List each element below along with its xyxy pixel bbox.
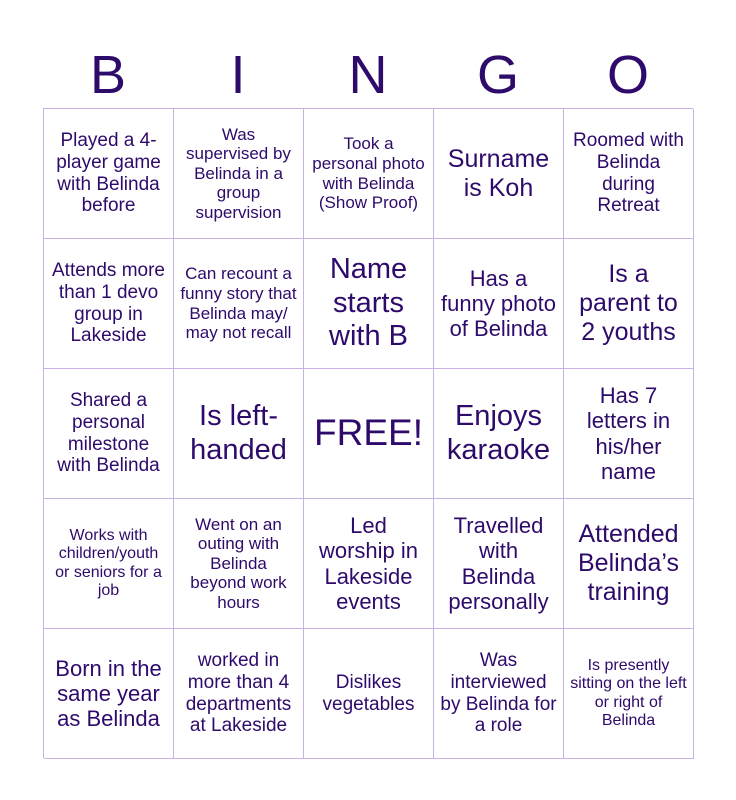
free-space-cell[interactable]: FREE! xyxy=(304,369,434,499)
bingo-cell[interactable]: Dislikes vegetables xyxy=(304,629,434,759)
bingo-cell[interactable]: Took a personal photo with Belinda (Show Proof) xyxy=(304,109,434,239)
bingo-cell[interactable]: Played a 4-player game with Belinda before xyxy=(44,109,174,239)
bingo-cell[interactable]: Can recount a funny story that Belinda may/ may not recall xyxy=(174,239,304,369)
bingo-cell[interactable]: Has a funny photo of Belinda xyxy=(434,239,564,369)
bingo-cell[interactable]: Roomed with Belinda during Retreat xyxy=(564,109,694,239)
bingo-grid xyxy=(43,108,693,758)
bingo-header xyxy=(43,42,693,108)
bingo-cell[interactable]: Works with children/youth or seniors for a job xyxy=(44,499,174,629)
bingo-cell[interactable]: Was supervised by Belinda in a group supervision xyxy=(174,109,304,239)
bingo-cell[interactable]: Has 7 letters in his/her name xyxy=(564,369,694,499)
header-letter-b: B xyxy=(89,45,127,105)
bingo-cell[interactable]: Shared a personal milestone with Belinda xyxy=(44,369,174,499)
bingo-cell[interactable]: Surname is Koh xyxy=(434,109,564,239)
header-letter-n: N xyxy=(348,45,388,105)
bingo-cell[interactable]: Was interviewed by Belinda for a role xyxy=(434,629,564,759)
bingo-cell[interactable]: Is presently sitting on the left or right of Belinda xyxy=(564,629,694,759)
header-letter-g: G xyxy=(476,45,519,105)
bingo-cell[interactable]: Attends more than 1 devo group in Lakeside xyxy=(44,239,174,369)
bingo-cell[interactable]: Is a parent to 2 youths xyxy=(564,239,694,369)
bingo-cell[interactable]: Born in the same year as Belinda xyxy=(44,629,174,759)
bingo-cell[interactable]: worked in more than 4 departments at Lakeside xyxy=(174,629,304,759)
bingo-cell[interactable]: Enjoys karaoke xyxy=(434,369,564,499)
header-letter-o: O xyxy=(606,45,649,105)
bingo-cell[interactable]: Attended Belinda’s training xyxy=(564,499,694,629)
bingo-cell[interactable]: Travelled with Belinda personally xyxy=(434,499,564,629)
header-letter-i: I xyxy=(230,45,246,105)
bingo-cell[interactable]: Led worship in Lakeside events xyxy=(304,499,434,629)
bingo-cell[interactable]: Is left-handed xyxy=(174,369,304,499)
bingo-cell[interactable]: Went on an outing with Belinda beyond work hours xyxy=(174,499,304,629)
bingo-cell[interactable]: Name starts with B xyxy=(304,239,434,369)
